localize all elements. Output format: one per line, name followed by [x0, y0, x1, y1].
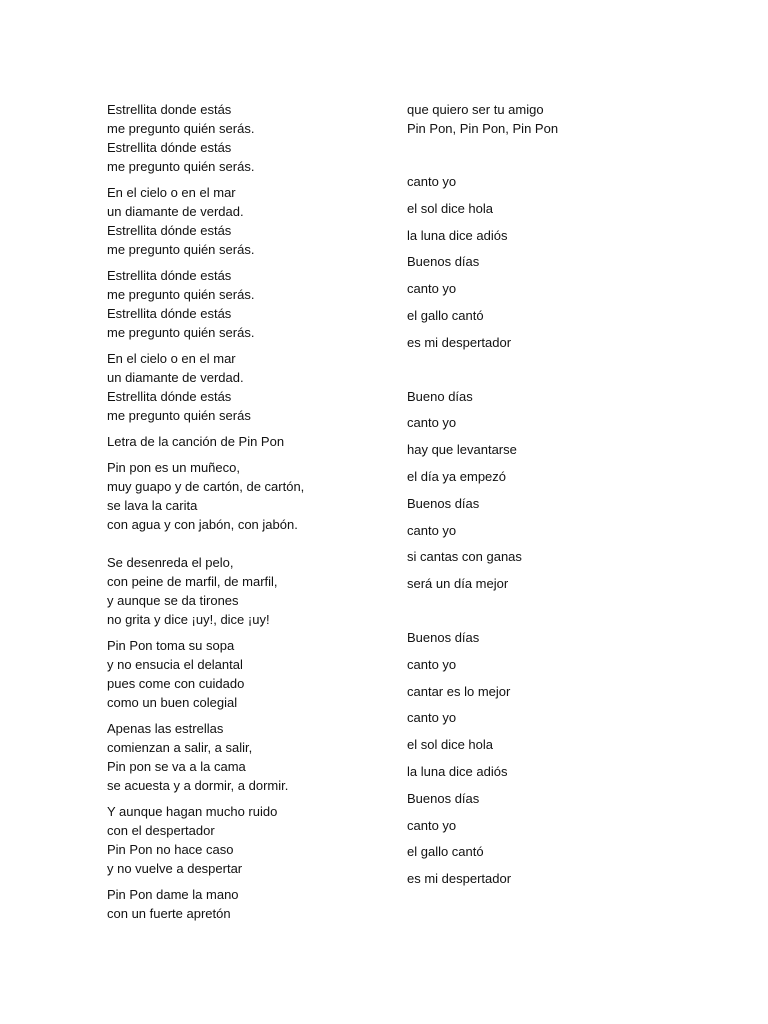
lyric-line: el sol dice hola: [407, 737, 493, 753]
lyric-line: un diamante de verdad.: [107, 370, 244, 385]
stanza-2: [107, 183, 387, 259]
lyric-line: canto yo: [407, 415, 457, 431]
lyric-line: canto yo: [407, 710, 457, 726]
stanza-1: [107, 100, 387, 176]
stanza-6: [107, 458, 387, 534]
lyric-line: Apenas las estrellas: [107, 721, 224, 736]
lyric-line: muy guapo y de cartón, de cartón,: [107, 479, 305, 494]
lyric-line: la luna dice adiós: [407, 227, 508, 243]
stanza-10: [107, 802, 387, 878]
song-title: Letra de la canción de Pin Pon: [107, 434, 285, 449]
lyric-line: cantar es lo mejor: [407, 683, 511, 699]
lyric-line: Y aunque hagan mucho ruido: [107, 804, 278, 819]
lyric-line: canto yo: [407, 174, 457, 189]
lyric-line: me pregunto quién serás.: [107, 325, 255, 340]
lyric-line: Pin pon se va a la cama: [107, 759, 246, 774]
lyric-line: Pin Pon no hace caso: [107, 842, 234, 857]
stanza-11: [107, 885, 387, 923]
lyric-line: Bueno días: [407, 388, 473, 404]
lyric-line: canto yo: [407, 656, 457, 672]
lyric-line: con agua y con jabón, con jabón.: [107, 517, 298, 532]
stanza-spacer: [407, 360, 707, 387]
lyric-line: me pregunto quién serás: [107, 408, 251, 423]
lyric-line: Pin Pon dame la mano: [107, 887, 239, 902]
stanza-9: [107, 719, 387, 795]
lyric-line: comienzan a salir, a salir,: [107, 740, 253, 755]
lyric-line: con peine de marfil, de marfil,: [107, 574, 278, 589]
lyric-line: el día ya empezó: [407, 468, 507, 484]
lyric-line: Pin Pon, Pin Pon, Pin Pon: [407, 121, 559, 136]
lyric-line: Estrellita dónde estás: [107, 306, 232, 321]
lyric-line: el sol dice hola: [407, 200, 493, 216]
lyric-line: Estrellita donde estás: [107, 102, 232, 117]
lyric-line: me pregunto quién serás.: [107, 287, 255, 302]
lyric-line: con el despertador: [107, 823, 215, 838]
lyric-line: Estrellita dónde estás: [107, 223, 232, 238]
stanza-4: [107, 349, 387, 425]
stanza-7: [107, 553, 387, 629]
lyric-line: Pin pon es un muñeco,: [107, 460, 240, 475]
chorus-block-2: [407, 387, 707, 594]
chorus-block-3: [407, 628, 707, 888]
lyric-line: si cantas con ganas: [407, 549, 522, 565]
lyric-line: Buenos días: [407, 790, 480, 806]
lyric-line: Se desenreda el pelo,: [107, 555, 234, 570]
lyric-line: será un día mejor: [407, 576, 509, 592]
stanza-3: [107, 266, 387, 342]
lyric-line: Estrellita dónde estás: [107, 389, 232, 404]
right-intro: [407, 100, 707, 138]
lyric-line: canto yo: [407, 281, 457, 297]
lyric-line: se lava la carita: [107, 498, 198, 513]
lyric-line: y aunque se da tirones: [107, 593, 239, 608]
lyric-line: Buenos días: [407, 495, 480, 511]
lyric-line: me pregunto quién serás.: [107, 121, 255, 136]
lyric-line: y no vuelve a despertar: [107, 861, 243, 876]
lyric-line: Buenos días: [407, 629, 480, 645]
lyric-line: Estrellita dónde estás: [107, 140, 232, 155]
left-lyrics-column: [107, 100, 387, 930]
lyric-line: canto yo: [407, 817, 457, 833]
lyric-line: se acuesta y a dormir, a dormir.: [107, 778, 289, 793]
lyric-line: que quiero ser tu amigo: [407, 102, 544, 117]
lyric-line: como un buen colegial: [107, 695, 238, 710]
lyric-line: el gallo cantó: [407, 307, 484, 323]
lyric-line: no grita y dice ¡uy!, dice ¡uy!: [107, 612, 270, 627]
lyric-line: En el cielo o en el mar: [107, 351, 236, 366]
chorus-block-1: [407, 172, 707, 352]
lyric-line: Estrellita dónde estás: [107, 268, 232, 283]
right-lyrics-column: [407, 100, 707, 896]
lyric-line: es mi despertador: [407, 871, 512, 887]
stanza-spacer: [407, 138, 707, 172]
lyric-line: con un fuerte apretón: [107, 906, 231, 921]
lyric-line: el gallo cantó: [407, 844, 484, 860]
lyric-line: es mi despertador: [407, 334, 512, 350]
lyric-line: la luna dice adiós: [407, 763, 508, 779]
lyric-line: Pin Pon toma su sopa: [107, 638, 235, 653]
lyric-line: y no ensucia el delantal: [107, 657, 243, 672]
lyric-line: Buenos días: [407, 254, 480, 270]
stanza-spacer: [107, 534, 387, 553]
lyric-line: me pregunto quién serás.: [107, 159, 255, 174]
lyric-line: me pregunto quién serás.: [107, 242, 255, 257]
lyric-line: En el cielo o en el mar: [107, 185, 236, 200]
lyric-line: hay que levantarse: [407, 442, 517, 458]
lyric-line: un diamante de verdad.: [107, 204, 244, 219]
lyric-line: canto yo: [407, 522, 457, 538]
lyric-line: pues come con cuidado: [107, 676, 245, 691]
stanza-8: [107, 636, 387, 712]
song-title-stanza: [107, 432, 387, 451]
stanza-spacer: [407, 601, 707, 628]
